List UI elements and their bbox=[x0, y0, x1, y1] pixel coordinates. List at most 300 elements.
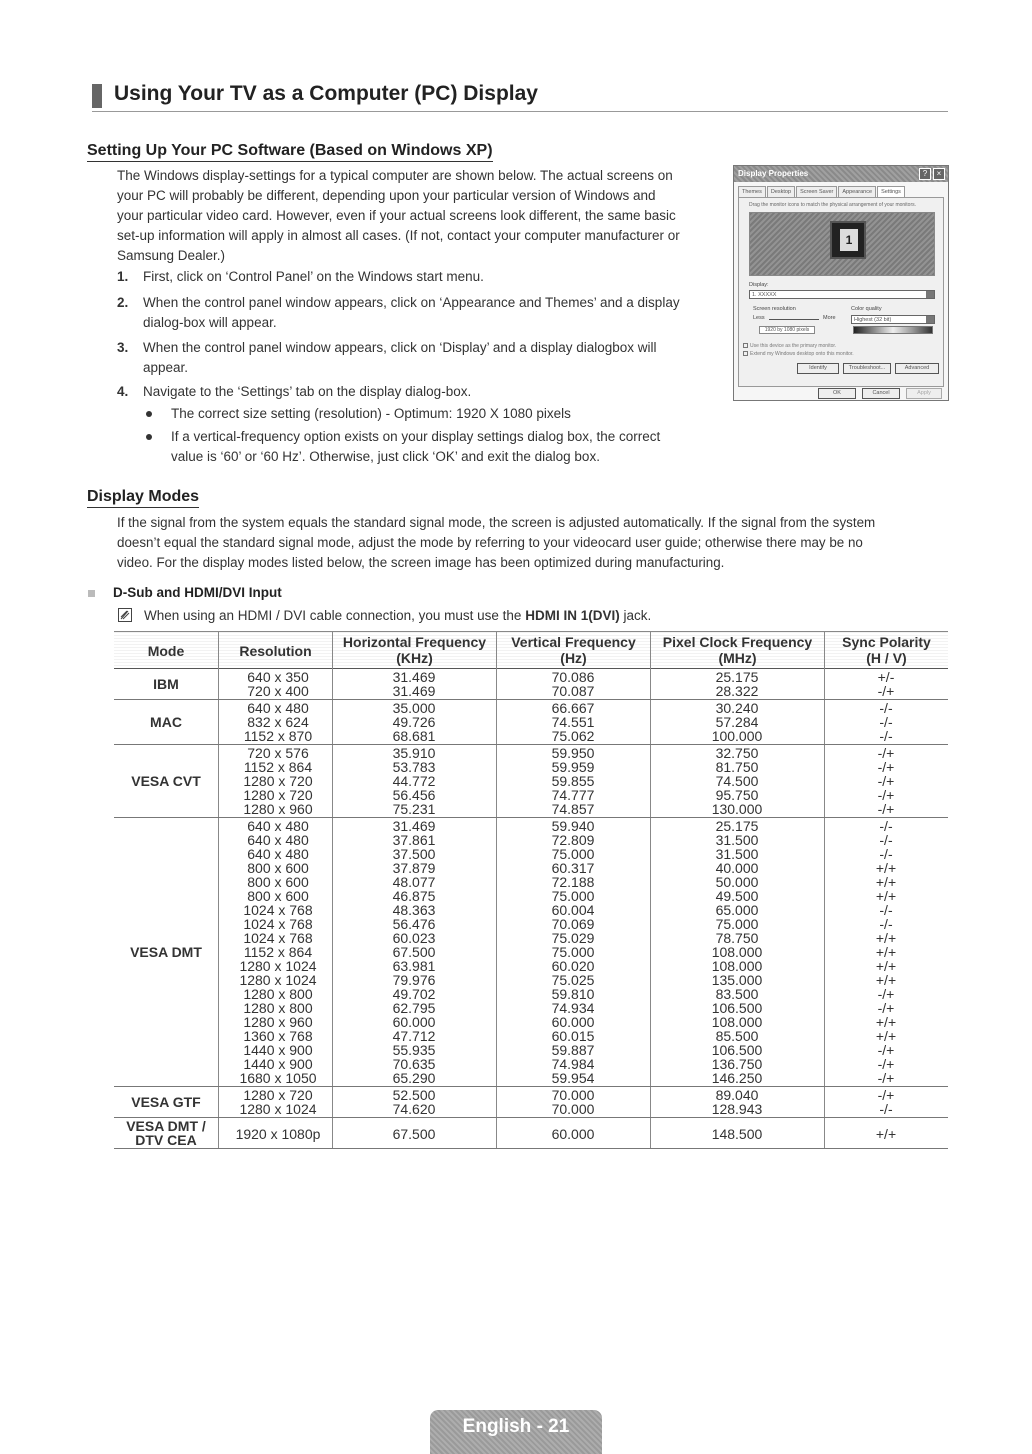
intro-line: Samsung Dealer.) bbox=[117, 248, 226, 263]
mode-cells bbox=[218, 818, 948, 1086]
table-cell: 1280 x 800 bbox=[243, 1000, 313, 1016]
table-cell: 1280 x 1024 bbox=[239, 1101, 317, 1117]
table-row bbox=[218, 1001, 948, 1015]
page-number: English - 21 bbox=[462, 1416, 570, 1437]
table-cell: -/- bbox=[879, 700, 893, 716]
table-row bbox=[218, 1015, 948, 1029]
troubleshoot-button: Troubleshoot... bbox=[843, 363, 891, 374]
table-cell: 28.322 bbox=[715, 683, 759, 699]
table-cell: 66.667 bbox=[551, 700, 595, 716]
cancel-button: Cancel bbox=[862, 388, 900, 399]
table-cell: 1440 x 900 bbox=[243, 1056, 313, 1072]
header-cell bbox=[332, 632, 496, 669]
table-row bbox=[218, 1071, 948, 1085]
table-cell: 37.500 bbox=[392, 846, 436, 862]
header-cell bbox=[114, 632, 218, 669]
table-cell: 68.681 bbox=[392, 728, 436, 744]
table-row bbox=[218, 959, 948, 973]
step-text: dialog-box will appear. bbox=[143, 315, 277, 330]
table-cell: +/+ bbox=[875, 1014, 897, 1030]
table-cell: 60.020 bbox=[551, 958, 595, 974]
table-cell: -/+ bbox=[877, 801, 895, 817]
table-cell: +/+ bbox=[875, 874, 897, 890]
mode-label-text bbox=[150, 715, 182, 729]
table-row bbox=[218, 715, 948, 729]
table-cell: 78.750 bbox=[715, 930, 759, 946]
dialog-title: Display Properties bbox=[738, 169, 809, 178]
table-cell: 70.000 bbox=[551, 1087, 595, 1103]
header-text: (KHz) bbox=[396, 650, 433, 666]
table-cell: 35.910 bbox=[392, 745, 436, 761]
note-icon bbox=[118, 608, 132, 622]
table-cell: +/+ bbox=[875, 972, 897, 988]
dialog-tabs bbox=[738, 186, 906, 197]
mode-line: MAC bbox=[150, 714, 182, 730]
less-label: Less bbox=[753, 315, 765, 321]
table-cell: 48.363 bbox=[392, 902, 436, 918]
table-row bbox=[218, 670, 948, 684]
table-cell: 640 x 480 bbox=[247, 832, 309, 848]
table-cell: 60.015 bbox=[551, 1028, 595, 1044]
table-cell: 60.317 bbox=[551, 860, 595, 876]
table-cell: 720 x 576 bbox=[247, 745, 309, 761]
table-cell: 75.025 bbox=[551, 972, 595, 988]
table-cell: 60.000 bbox=[551, 1126, 595, 1142]
table-cell: 31.469 bbox=[392, 818, 436, 834]
table-cell: 30.240 bbox=[715, 700, 759, 716]
table-cell: 85.500 bbox=[715, 1028, 759, 1044]
table-cell: 79.976 bbox=[392, 972, 436, 988]
table-cell: 60.000 bbox=[392, 1014, 436, 1030]
modes-intro-line: If the signal from the system equals the standard signal mode, the screen is adjusted automatically. If the signal from the system bbox=[117, 515, 876, 530]
table-cell: 128.943 bbox=[711, 1101, 763, 1117]
step-text: When the control panel window appears, click on ‘Appearance and Themes’ and a display bbox=[143, 295, 680, 310]
table-row bbox=[218, 861, 948, 875]
table-cell: 108.000 bbox=[711, 944, 763, 960]
table-cell: 59.950 bbox=[551, 745, 595, 761]
mode-line: VESA DMT bbox=[130, 944, 202, 960]
table-cell: 59.887 bbox=[551, 1042, 595, 1058]
table-cell: 67.500 bbox=[392, 1126, 436, 1142]
table-cell: 75.062 bbox=[551, 728, 595, 744]
table-cell: 146.250 bbox=[711, 1070, 763, 1086]
table-cell: 1360 x 768 bbox=[243, 1028, 313, 1044]
mode-label bbox=[114, 700, 218, 744]
header-text: (H / V) bbox=[866, 650, 907, 666]
table-cell: 49.702 bbox=[392, 986, 436, 1002]
table-row bbox=[218, 889, 948, 903]
table-cell: 70.069 bbox=[551, 916, 595, 932]
intro-line: set-up information will apply in almost all cases. (If not, contact your computer manufacturer or bbox=[117, 228, 680, 243]
bullet-text: The correct size setting (resolution) - Optimum: 1920 X 1080 pixels bbox=[171, 406, 571, 421]
table-cell: 60.023 bbox=[392, 930, 436, 946]
table-cell: 75.000 bbox=[551, 846, 595, 862]
mode-label-text bbox=[130, 945, 202, 959]
table-cell: +/+ bbox=[875, 944, 897, 960]
table-cell: 1024 x 768 bbox=[243, 930, 313, 946]
dialog-tab: Screen Saver bbox=[796, 186, 837, 197]
page-title-bar bbox=[92, 82, 948, 112]
mode-line: VESA CVT bbox=[131, 773, 201, 789]
color-value: Highest (32 bit) bbox=[854, 317, 892, 323]
header-cell bbox=[496, 632, 650, 669]
table-cell: 59.855 bbox=[551, 773, 595, 789]
table-cell: 56.476 bbox=[392, 916, 436, 932]
table-cell: 31.469 bbox=[392, 683, 436, 699]
help-icon: ? bbox=[919, 168, 931, 180]
mode-cells bbox=[218, 1118, 948, 1148]
mode-label bbox=[114, 1118, 218, 1148]
note-pre: When using an HDMI / DVI cable connection, you must use the bbox=[144, 608, 526, 623]
table-cell: 75.000 bbox=[551, 944, 595, 960]
bullet-text: value is ‘60’ or ‘60 Hz’. Otherwise, just click ‘OK’ and exit the dialog box. bbox=[171, 449, 600, 464]
table-cell: 1280 x 960 bbox=[243, 1014, 313, 1030]
mode-line: DTV CEA bbox=[135, 1132, 197, 1148]
table-cell: 47.712 bbox=[392, 1028, 436, 1044]
primary-checkbox: Use this device as the primary monitor. bbox=[743, 343, 836, 349]
table-cell: +/+ bbox=[875, 860, 897, 876]
step-text: appear. bbox=[143, 360, 189, 375]
header-cell bbox=[650, 632, 824, 669]
header-text: Vertical Frequency bbox=[511, 634, 636, 650]
table-row bbox=[218, 1029, 948, 1043]
table-row bbox=[218, 684, 948, 698]
close-icon: × bbox=[933, 168, 945, 180]
resolution-slider bbox=[769, 319, 819, 320]
step-number: 1. bbox=[117, 269, 129, 284]
table-cell: 40.000 bbox=[715, 860, 759, 876]
table-cell: 81.750 bbox=[715, 759, 759, 775]
table-cell: 832 x 624 bbox=[247, 714, 309, 730]
table-row bbox=[218, 847, 948, 861]
setup-heading: Setting Up Your PC Software (Based on Windows XP) bbox=[87, 142, 493, 162]
chevron-down-icon bbox=[926, 316, 934, 323]
table-cell: 74.777 bbox=[551, 787, 595, 803]
table-row bbox=[218, 1102, 948, 1116]
color-label: Color quality bbox=[851, 306, 882, 312]
intro-line: The Windows display-settings for a typical computer are shown below. The actual screens on bbox=[117, 168, 673, 183]
table-cell: -/- bbox=[879, 1101, 893, 1117]
table-cell: -/- bbox=[879, 846, 893, 862]
table-cell: 75.000 bbox=[551, 888, 595, 904]
table-cell: 37.879 bbox=[392, 860, 436, 876]
table-row bbox=[218, 973, 948, 987]
table-cell: 74.984 bbox=[551, 1056, 595, 1072]
table-cell: 70.086 bbox=[551, 669, 595, 685]
table-cell: 65.000 bbox=[715, 902, 759, 918]
table-row bbox=[218, 833, 948, 847]
drag-hint: Drag the monitor icons to match the physical arrangement of your monitors. bbox=[749, 202, 917, 208]
table-cell: 1152 x 870 bbox=[243, 728, 313, 744]
mode-line: IBM bbox=[153, 676, 179, 692]
note-post: jack. bbox=[619, 608, 652, 623]
table-cell: 31.469 bbox=[392, 669, 436, 685]
table-cell: 60.000 bbox=[551, 1014, 595, 1030]
table-row bbox=[218, 760, 948, 774]
table-cell: -/+ bbox=[877, 773, 895, 789]
table-cell: -/- bbox=[879, 916, 893, 932]
mode-line: VESA DMT / bbox=[126, 1118, 206, 1134]
mode-label bbox=[114, 745, 218, 817]
table-cell: 800 x 600 bbox=[247, 860, 309, 876]
table-cell: 135.000 bbox=[711, 972, 763, 988]
dialog-tab: Desktop bbox=[767, 186, 795, 197]
hdmi-note bbox=[144, 606, 651, 626]
table-cell: 74.934 bbox=[551, 1000, 595, 1016]
table-cell: 65.290 bbox=[392, 1070, 436, 1086]
page-title: Using Your TV as a Computer (PC) Display bbox=[114, 82, 538, 105]
display-modes-table bbox=[114, 631, 948, 1149]
dialog-tab: Appearance bbox=[838, 186, 876, 197]
header-text: (MHz) bbox=[718, 650, 757, 666]
apply-button: Apply bbox=[906, 388, 942, 399]
mode-label-text bbox=[131, 774, 201, 788]
table-cell: 108.000 bbox=[711, 1014, 763, 1030]
table-cell: 800 x 600 bbox=[247, 874, 309, 890]
table-cell: 59.940 bbox=[551, 818, 595, 834]
table-cell: 35.000 bbox=[392, 700, 436, 716]
table-cell: 75.029 bbox=[551, 930, 595, 946]
table-cell: -/+ bbox=[877, 759, 895, 775]
table-cell: 49.500 bbox=[715, 888, 759, 904]
table-cell: 46.875 bbox=[392, 888, 436, 904]
table-cell: 1280 x 800 bbox=[243, 986, 313, 1002]
header-cell bbox=[824, 632, 948, 669]
table-cell: 640 x 480 bbox=[247, 846, 309, 862]
table-cell: 100.000 bbox=[711, 728, 763, 744]
bullet-dot-icon bbox=[146, 411, 152, 417]
monitor-number: 1 bbox=[840, 229, 858, 251]
table-cell: 720 x 400 bbox=[247, 683, 309, 699]
table-cell: 72.809 bbox=[551, 832, 595, 848]
mode-cells bbox=[218, 700, 948, 744]
intro-line: your particular video card. However, even if your actual screens look different, the same basic bbox=[117, 208, 676, 223]
square-bullet-icon bbox=[88, 590, 95, 597]
table-cell: 49.726 bbox=[392, 714, 436, 730]
table-cell: 1024 x 768 bbox=[243, 902, 313, 918]
table-cell: -/+ bbox=[877, 745, 895, 761]
table-row bbox=[218, 788, 948, 802]
modes-intro-line: video. For the display modes listed below, the screen image has been optimized during manufacturing. bbox=[117, 555, 725, 570]
mode-label-text bbox=[126, 1119, 206, 1147]
mode-cells bbox=[218, 745, 948, 817]
display-value: 1. XXXXX bbox=[752, 292, 777, 298]
step-text: First, click on ‘Control Panel’ on the Windows start menu. bbox=[143, 269, 484, 284]
mode-label bbox=[114, 1087, 218, 1117]
table-cell: 56.456 bbox=[392, 787, 436, 803]
table-cell: 62.795 bbox=[392, 1000, 436, 1016]
table-cell: 72.188 bbox=[551, 874, 595, 890]
display-label: Display: bbox=[749, 282, 769, 288]
table-cell: -/+ bbox=[877, 1070, 895, 1086]
table-cell: -/- bbox=[879, 818, 893, 834]
table-cell: 1280 x 720 bbox=[243, 1087, 313, 1103]
table-cell: 74.620 bbox=[392, 1101, 436, 1117]
table-cell: 1280 x 1024 bbox=[239, 958, 317, 974]
table-cell: 1680 x 1050 bbox=[239, 1070, 317, 1086]
identify-button: Identify bbox=[797, 363, 839, 374]
step-item bbox=[117, 382, 717, 402]
table-cell: 1152 x 864 bbox=[243, 944, 313, 960]
table-cell: 108.000 bbox=[711, 958, 763, 974]
resolution-value: 1920 by 1080 pixels bbox=[759, 326, 815, 334]
resolution-label: Screen resolution bbox=[753, 306, 796, 312]
table-cell: 83.500 bbox=[715, 986, 759, 1002]
step-text: Navigate to the ‘Settings’ tab on the display dialog-box. bbox=[143, 384, 472, 399]
table-row bbox=[218, 1043, 948, 1057]
mode-cells bbox=[218, 669, 948, 699]
table-cell: -/+ bbox=[877, 1000, 895, 1016]
intro-line: your PC will probably be different, depending upon your particular version of Windows and bbox=[117, 188, 656, 203]
table-cell: 37.861 bbox=[392, 832, 436, 848]
table-cell: 89.040 bbox=[715, 1087, 759, 1103]
table-cell: 59.959 bbox=[551, 759, 595, 775]
table-cell: 800 x 600 bbox=[247, 888, 309, 904]
table-cell: -/+ bbox=[877, 1087, 895, 1103]
table-header bbox=[114, 631, 948, 669]
table-cell: 57.284 bbox=[715, 714, 759, 730]
table-cell: 74.500 bbox=[715, 773, 759, 789]
advanced-button: Advanced bbox=[895, 363, 939, 374]
mode-group bbox=[114, 1118, 948, 1149]
mode-group bbox=[114, 1087, 948, 1118]
mode-cells bbox=[218, 1087, 948, 1117]
table-cell: -/- bbox=[879, 902, 893, 918]
table-cell: -/- bbox=[879, 714, 893, 730]
mode-label-text bbox=[131, 1095, 201, 1109]
table-cell: 70.087 bbox=[551, 683, 595, 699]
mode-group bbox=[114, 745, 948, 818]
table-cell: 148.500 bbox=[711, 1126, 763, 1142]
table-row bbox=[218, 729, 948, 743]
step-number: 3. bbox=[117, 340, 129, 355]
table-cell: 31.500 bbox=[715, 832, 759, 848]
table-cell: 1280 x 960 bbox=[243, 801, 313, 817]
table-cell: 75.231 bbox=[392, 801, 436, 817]
mode-label bbox=[114, 669, 218, 699]
table-cell: 1280 x 720 bbox=[243, 773, 313, 789]
table-row bbox=[218, 1127, 948, 1141]
table-cell: 31.500 bbox=[715, 846, 759, 862]
table-cell: 52.500 bbox=[392, 1087, 436, 1103]
bullet-dot-icon bbox=[146, 434, 152, 440]
dialog-tab: Themes bbox=[738, 186, 766, 197]
table-cell: 55.935 bbox=[392, 1042, 436, 1058]
table-cell: 60.004 bbox=[551, 902, 595, 918]
table-cell: 44.772 bbox=[392, 773, 436, 789]
table-row bbox=[218, 819, 948, 833]
monitor-icon bbox=[830, 221, 866, 259]
table-cell: 25.175 bbox=[715, 818, 759, 834]
table-row bbox=[218, 1057, 948, 1071]
table-row bbox=[218, 903, 948, 917]
table-row bbox=[218, 746, 948, 760]
table-row bbox=[218, 917, 948, 931]
extend-checkbox: Extend my Windows desktop onto this monitor. bbox=[743, 351, 854, 357]
step-item bbox=[117, 338, 717, 378]
display-select bbox=[749, 290, 935, 299]
table-row bbox=[218, 931, 948, 945]
table-cell: 640 x 480 bbox=[247, 700, 309, 716]
table-cell: 106.500 bbox=[711, 1000, 763, 1016]
more-label: More bbox=[823, 315, 836, 321]
step-item bbox=[117, 267, 717, 287]
table-cell: 25.175 bbox=[715, 669, 759, 685]
table-cell: +/+ bbox=[875, 1126, 897, 1142]
mode-label-text bbox=[153, 677, 179, 691]
table-cell: 32.750 bbox=[715, 745, 759, 761]
mode-group bbox=[114, 669, 948, 700]
table-row bbox=[218, 701, 948, 715]
table-row bbox=[218, 802, 948, 816]
page-footer bbox=[430, 1410, 602, 1454]
step-item bbox=[117, 293, 717, 333]
table-cell: 70.635 bbox=[392, 1056, 436, 1072]
mode-group bbox=[114, 700, 948, 745]
table-cell: 74.551 bbox=[551, 714, 595, 730]
table-cell: -/+ bbox=[877, 1042, 895, 1058]
table-cell: +/- bbox=[877, 669, 895, 685]
step-number: 2. bbox=[117, 295, 129, 310]
header-text: Sync Polarity bbox=[842, 634, 931, 650]
table-cell: 95.750 bbox=[715, 787, 759, 803]
note-bold: HDMI IN 1(DVI) bbox=[525, 608, 620, 623]
table-cell: -/+ bbox=[877, 683, 895, 699]
table-cell: 136.750 bbox=[711, 1056, 763, 1072]
input-subheading: D-Sub and HDMI/DVI Input bbox=[113, 585, 282, 600]
table-cell: 1280 x 720 bbox=[243, 787, 313, 803]
table-cell: 106.500 bbox=[711, 1042, 763, 1058]
table-cell: -/+ bbox=[877, 1056, 895, 1072]
table-cell: 640 x 350 bbox=[247, 669, 309, 685]
table-cell: +/+ bbox=[875, 958, 897, 974]
bullet-item bbox=[146, 427, 716, 467]
table-cell: +/+ bbox=[875, 888, 897, 904]
table-cell: -/+ bbox=[877, 986, 895, 1002]
table-cell: 50.000 bbox=[715, 874, 759, 890]
table-cell: 59.954 bbox=[551, 1070, 595, 1086]
dialog-tab: Settings bbox=[877, 186, 905, 197]
header-text: Pixel Clock Frequency bbox=[662, 634, 813, 650]
table-cell: +/+ bbox=[875, 1028, 897, 1044]
table-cell: 63.981 bbox=[392, 958, 436, 974]
header-text: (Hz) bbox=[560, 650, 587, 666]
mode-label bbox=[114, 818, 218, 1086]
table-cell: -/- bbox=[879, 728, 893, 744]
header-text: Resolution bbox=[239, 643, 312, 659]
table-cell: 130.000 bbox=[711, 801, 763, 817]
mode-group bbox=[114, 818, 948, 1087]
title-accent-bar bbox=[92, 84, 102, 108]
color-bar bbox=[853, 326, 933, 334]
ok-button: OK bbox=[818, 388, 856, 399]
bullet-text: If a vertical-frequency option exists on your display settings dialog box, the correct bbox=[171, 429, 661, 444]
modes-intro-line: doesn’t equal the standard signal mode, adjust the mode by referring to your videocard user guide; otherwise there may be no bbox=[117, 535, 863, 550]
header-cell bbox=[218, 632, 332, 669]
table-cell: 70.000 bbox=[551, 1101, 595, 1117]
table-row bbox=[218, 945, 948, 959]
mode-line: VESA GTF bbox=[131, 1094, 201, 1110]
color-select bbox=[851, 315, 935, 324]
step-number: 4. bbox=[117, 384, 129, 399]
table-row bbox=[218, 987, 948, 1001]
monitor-area bbox=[749, 212, 935, 276]
chevron-down-icon bbox=[926, 291, 934, 298]
table-cell: 53.783 bbox=[392, 759, 436, 775]
modes-heading: Display Modes bbox=[87, 488, 199, 508]
table-cell: 1024 x 768 bbox=[243, 916, 313, 932]
header-text: Mode bbox=[147, 643, 185, 659]
